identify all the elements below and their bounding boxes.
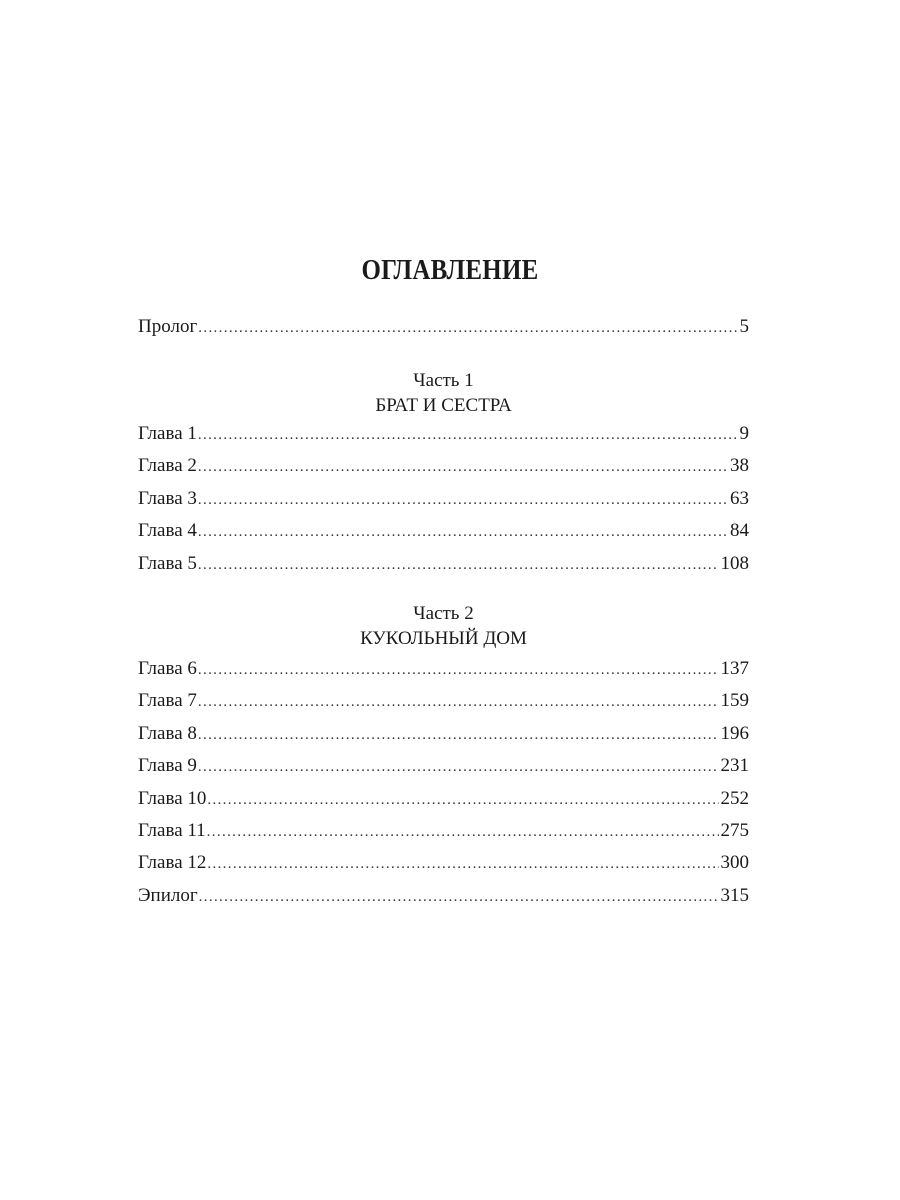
dot-leader [207,784,718,815]
toc-entry-page: 5 [739,316,749,337]
toc-entry [138,515,749,547]
toc-entry-label: Глава 5 [138,552,197,574]
toc-entry [138,750,749,782]
toc-entry [138,548,749,580]
toc-entry-label: Глава 2 [138,455,197,477]
toc-entry-epilogue [138,880,749,912]
part-1-name: БРАТ И СЕСТРА [375,395,512,416]
toc-entry-label: Глава 3 [138,487,197,509]
toc-entry-page: 63 [730,487,749,509]
dot-leader [198,549,719,580]
part-1-chapters [138,418,749,580]
toc-entry-page: 9 [739,423,749,444]
part-2-heading [138,601,749,651]
toc-entry-label: Пролог [138,316,198,337]
toc-entry-page: 84 [730,520,749,542]
toc-entry [138,783,749,815]
toc-entry [138,718,749,750]
dot-leader [198,516,728,547]
dot-leader [199,881,719,912]
prologue-section [138,311,749,343]
toc-entry-page: 315 [720,884,749,906]
toc-entry-page: 108 [720,552,749,574]
toc-entry [138,815,749,847]
part-1-heading [138,368,749,418]
toc-entry-label: Глава 7 [138,690,197,712]
toc-entry-page: 300 [720,852,749,874]
toc-entry-page: 231 [720,755,749,777]
toc-entry [138,418,749,450]
toc-entry-label: Глава 12 [138,852,207,874]
dot-leader [198,719,719,750]
toc-entry [138,685,749,717]
toc-entry-page: 196 [720,722,749,744]
toc-entry-label: Глава 9 [138,755,197,777]
toc-entry [138,450,749,482]
toc-entry-prologue [138,311,749,343]
toc-entry [138,653,749,685]
toc-entry-label: Глава 4 [138,520,197,542]
dot-leader [198,312,737,343]
dot-leader [207,848,718,879]
dot-leader [198,751,719,782]
page-title: ОГЛАВЛЕНИЕ [361,254,539,286]
dot-leader [198,686,719,717]
toc-entry-page: 137 [720,658,749,679]
toc-entry-page: 252 [720,787,749,809]
part-1-number: Часть 1 [413,370,474,391]
toc-entry [138,847,749,879]
toc-entry-page: 275 [720,819,749,841]
dot-leader [198,419,738,450]
dot-leader [198,451,728,482]
part-2-chapters [138,653,749,912]
dot-leader [207,816,719,847]
toc-entry [138,483,749,515]
dot-leader [198,484,728,515]
toc-entry-label: Глава 8 [138,722,197,744]
toc-entry-label: Глава 1 [138,423,197,444]
toc-entry-page: 38 [730,455,749,477]
toc-entry-label: Глава 6 [138,658,197,679]
toc-entry-label: Эпилог [138,884,198,906]
part-2-name: КУКОЛЬНЫЙ ДОМ [360,628,527,649]
toc-entry-label: Глава 10 [138,787,207,809]
toc-entry-label: Глава 11 [138,819,206,841]
part-2-number: Часть 2 [413,603,474,624]
toc-entry-page: 159 [720,690,749,712]
dot-leader [198,654,719,685]
